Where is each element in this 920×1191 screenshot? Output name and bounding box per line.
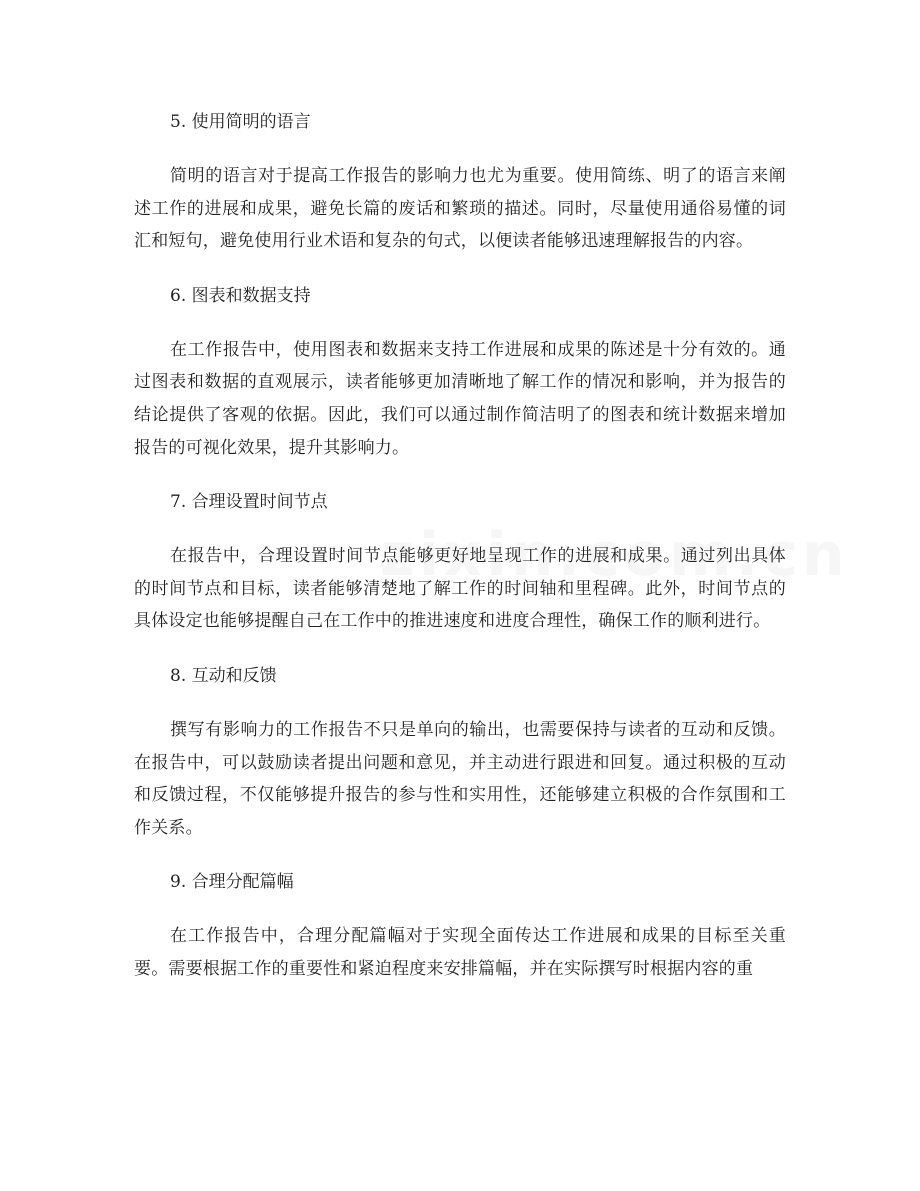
section-heading: 6. 图表和数据支持 bbox=[170, 285, 311, 306]
section-paragraph: 在工作报告中，合理分配篇幅对于实现全面传达工作进展和成果的目标至关重要。需要根据工作的重要性和紧迫程度来安排篇幅，并在实际撰写时根据内容的重 bbox=[134, 926, 786, 979]
section-paragraph: 在报告中，合理设置时间节点能够更好地呈现工作的进展和成果。通过列出具体的时间节点和目标，读者能够清楚地了解工作的时间轴和里程碑。此外，时间节点的具体设定也能够提醒自己在工作中的推进速度和进度合理性，确保工作的顺利进行。 bbox=[134, 546, 786, 632]
section-heading: 8. 互动和反馈 bbox=[170, 665, 277, 686]
section-heading: 5. 使用简明的语言 bbox=[170, 112, 311, 132]
section-5 bbox=[134, 106, 786, 258]
section-heading: 7. 合理设置时间节点 bbox=[170, 492, 328, 513]
document-body bbox=[134, 106, 786, 1008]
section-8 bbox=[134, 660, 786, 844]
section-heading: 9. 合理分配篇幅 bbox=[170, 872, 294, 893]
section-paragraph: 在工作报告中，使用图表和数据来支持工作进展和成果的陈述是十分有效的。通过图表和数据的直观展示，读者能够更加清晰地了解工作的情况和影响，并为报告的结论提供了客观的依据。因此，我们可以通过制作简洁明了的图表和统计数据来增加报告的可视化效果，提升其影响力。 bbox=[134, 339, 786, 458]
section-6 bbox=[134, 280, 786, 464]
section-paragraph: 撰写有影响力的工作报告不只是单向的输出，也需要保持与读者的互动和反馈。在报告中，可以鼓励读者提出问题和意见，并主动进行跟进和回复。通过积极的互动和反馈过程，不仅能够提升报告的参与性和实用性，还能够建立积极的合作氛围和工作关系。 bbox=[134, 719, 786, 838]
section-9 bbox=[134, 866, 786, 985]
section-7 bbox=[134, 486, 786, 638]
section-paragraph: 简明的语言对于提高工作报告的影响力也尤为重要。使用简练、明了的语言来阐述工作的进展和成果，避免长篇的废话和繁琐的描述。同时，尽量使用通俗易懂的词汇和短句，避免使用行业术语和复杂的句式，以便读者能够迅速理解报告的内容。 bbox=[134, 166, 786, 252]
